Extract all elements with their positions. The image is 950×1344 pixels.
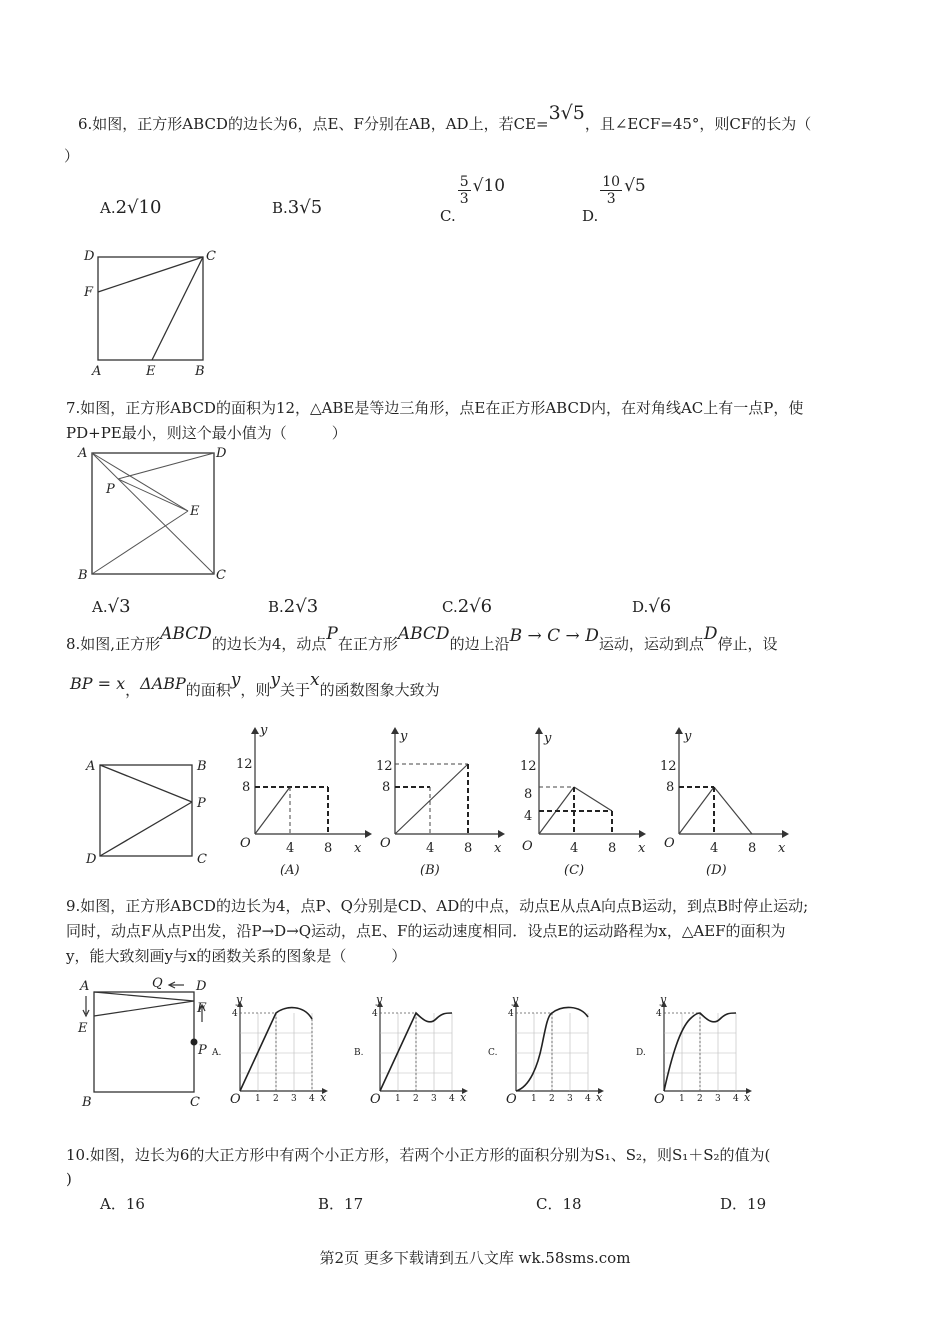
svg-text:4: 4 [449, 1094, 455, 1104]
svg-text:C.: C. [488, 1048, 498, 1058]
q6-figure [80, 245, 230, 380]
q9-label-b: B [82, 1095, 92, 1110]
svg-text:D.: D. [636, 1048, 646, 1058]
q7-label-p: P [106, 482, 115, 497]
svg-text:2: 2 [413, 1094, 419, 1104]
q8-square-figure [82, 755, 217, 870]
q6-option-c[interactable]: C. $\frac{5}{3}$ √10 [440, 174, 506, 225]
svg-text:4: 4 [710, 841, 719, 856]
q9-label-q: Q [152, 976, 163, 991]
q10-stem-line2: ) [66, 1170, 72, 1188]
svg-text:x: x [460, 1091, 467, 1104]
q9-graph-c [486, 995, 611, 1105]
q6-label-e: E [146, 364, 156, 379]
svg-text:O: O [370, 1092, 381, 1107]
svg-text:A.: A. [212, 1048, 222, 1058]
svg-text:3: 3 [715, 1094, 721, 1104]
q8-graph-b-label: (B) [420, 863, 440, 878]
q8-label-a: A [86, 759, 96, 774]
q10-option-c[interactable]: C．18 [536, 1195, 582, 1213]
q7-option-a[interactable]: A.√3 [92, 596, 131, 617]
svg-text:4: 4 [656, 1009, 662, 1019]
q8-stem-line2: BP = x，ΔABP的面积y，则y关于x的函数图象大致为 [70, 670, 440, 699]
q7-label-a: A [78, 446, 88, 461]
svg-text:y: y [684, 729, 692, 744]
svg-text:y: y [512, 993, 519, 1006]
q6-label-f: F [84, 285, 94, 300]
svg-text:O: O [240, 836, 251, 851]
q9-label-f: F [197, 1001, 207, 1016]
svg-text:4: 4 [309, 1094, 315, 1104]
q8-label-d: D [86, 852, 97, 867]
q6-label-b: B [195, 364, 205, 379]
q9-label-e: E [78, 1021, 88, 1036]
q7-option-c[interactable]: C.2√6 [442, 596, 493, 617]
svg-text:x: x [494, 841, 502, 856]
q8-graph-c-label: (C) [564, 863, 585, 878]
svg-text:1: 1 [395, 1094, 401, 1104]
q9-stem-line3: y，能大致刻画y与x的函数关系的图象是（ ） [66, 947, 407, 965]
svg-text:4: 4 [426, 841, 435, 856]
svg-text:y: y [376, 993, 383, 1006]
q8-stem-line1: 8.如图,正方形ABCD的边长为4，动点P在正方形ABCD的边上沿B → C → D运动，运动到点D停止，设 [66, 624, 778, 653]
q9-label-c: C [190, 1095, 200, 1110]
q7-label-c: C [216, 568, 226, 583]
q8-label-b: B [197, 759, 207, 774]
q8-label-c: C [197, 852, 207, 867]
q6-label-a: A [92, 364, 102, 379]
q9-stem-line1: 9.如图，正方形ABCD的边长为4，点P、Q分别是CD、AD的中点，动点E从点A向点B运动，到点B时停止运动; [66, 897, 809, 915]
svg-text:3: 3 [431, 1094, 437, 1104]
svg-text:4: 4 [508, 1009, 514, 1019]
q7-option-b[interactable]: B.2√3 [268, 596, 319, 617]
svg-text:x: x [354, 841, 362, 856]
svg-text:4: 4 [524, 809, 533, 824]
q9-label-p: P [198, 1043, 207, 1058]
q7-option-d[interactable]: D.√6 [632, 596, 672, 617]
q7-stem-line1: 7.如图，正方形ABCD的面积为12，△ABE是等边三角形，点E在正方形ABCD内，在对角线AC上有一点P，使 [66, 399, 804, 417]
svg-text:4: 4 [286, 841, 295, 856]
svg-text:3: 3 [567, 1094, 573, 1104]
q7-figure [76, 445, 236, 585]
svg-text:y: y [544, 731, 552, 746]
svg-text:4: 4 [232, 1009, 238, 1019]
q9-label-d: D [196, 979, 207, 994]
svg-text:3: 3 [291, 1094, 297, 1104]
q9-graph-a [210, 995, 335, 1105]
q10-option-b[interactable]: B．17 [318, 1195, 364, 1213]
svg-text:8: 8 [464, 841, 473, 856]
svg-text:2: 2 [273, 1094, 279, 1104]
svg-text:O: O [654, 1092, 665, 1107]
q7-stem-line2: PD+PE最小，则这个最小值为（ ） [66, 424, 347, 442]
q9-square-figure [74, 972, 224, 1112]
svg-text:B.: B. [354, 1048, 364, 1058]
q6-label-d: D [84, 249, 95, 264]
q10-option-d[interactable]: D．19 [720, 1195, 767, 1213]
svg-text:y: y [260, 723, 268, 738]
q9-graph-b [350, 995, 475, 1105]
svg-text:4: 4 [570, 841, 579, 856]
q6-option-a[interactable]: A.2√10 [100, 197, 162, 218]
q8-graph-a [230, 722, 370, 882]
svg-text:y: y [400, 729, 408, 744]
svg-text:x: x [778, 841, 786, 856]
svg-text:8: 8 [324, 841, 333, 856]
svg-text:8: 8 [608, 841, 617, 856]
svg-text:12: 12 [520, 759, 537, 774]
svg-text:4: 4 [372, 1009, 378, 1019]
q7-label-b: B [78, 568, 88, 583]
svg-text:x: x [320, 1091, 327, 1104]
svg-text:x: x [596, 1091, 603, 1104]
svg-text:O: O [506, 1092, 517, 1107]
svg-text:8: 8 [524, 787, 533, 802]
q7-label-e: E [190, 504, 200, 519]
q6-label-c: C [206, 249, 216, 264]
svg-text:O: O [664, 836, 675, 851]
svg-text:O: O [230, 1092, 241, 1107]
q10-option-a[interactable]: A．16 [100, 1195, 145, 1213]
svg-text:O: O [380, 836, 391, 851]
svg-text:y: y [660, 993, 667, 1006]
svg-text:y: y [236, 993, 243, 1006]
svg-text:8: 8 [748, 841, 757, 856]
q8-label-p: P [197, 796, 206, 811]
q8-graph-c [514, 722, 654, 882]
svg-text:2: 2 [697, 1094, 703, 1104]
svg-text:2: 2 [549, 1094, 555, 1104]
q6-option-b[interactable]: B.3√5 [272, 197, 323, 218]
svg-text:4: 4 [733, 1094, 739, 1104]
q8-graph-b [370, 722, 510, 882]
svg-text:O: O [522, 839, 533, 854]
svg-text:4: 4 [585, 1094, 591, 1104]
q8-graph-d-label: (D) [706, 863, 727, 878]
svg-text:1: 1 [531, 1094, 537, 1104]
q10-stem-line1: 10.如图，边长为6的大正方形中有两个小正方形，若两个小正方形的面积分别为S₁、S₂，则S₁＋S₂的值为( [66, 1146, 771, 1164]
q9-stem-line2: 同时，动点F从点P出发，沿P→D→Q运动，点E、F的运动速度相同．设点E的运动路程为x，△AEF的面积为 [66, 922, 786, 940]
q6-stem-close: ） [64, 147, 80, 165]
q9-label-a: A [80, 979, 90, 994]
q6-ce-value: 3√5 [548, 102, 585, 124]
svg-text:12: 12 [376, 759, 393, 774]
q7-label-d: D [216, 446, 227, 461]
svg-text:1: 1 [679, 1094, 685, 1104]
svg-text:1: 1 [255, 1094, 261, 1104]
q8-graph-d [654, 722, 794, 882]
q9-graph-d [634, 995, 759, 1105]
q6-option-d[interactable]: D. $\frac{10}{3}$ √5 [582, 174, 646, 225]
svg-text:12: 12 [660, 759, 677, 774]
page-footer: 第2页 更多下载请到五八文库 wk.58sms.com [319, 1249, 631, 1267]
svg-text:x: x [744, 1091, 751, 1104]
svg-text:12: 12 [236, 757, 253, 772]
q6-stem: 6.如图，正方形ABCD的边长为6，点E、F分别在AB，AD上，若CE=3√5，且∠ECF=45°，则CF的长为（ [78, 102, 812, 133]
svg-text:8: 8 [382, 780, 391, 795]
svg-text:8: 8 [666, 780, 675, 795]
q8-graph-a-label: (A) [280, 863, 300, 878]
svg-text:x: x [638, 841, 646, 856]
svg-text:8: 8 [242, 780, 251, 795]
